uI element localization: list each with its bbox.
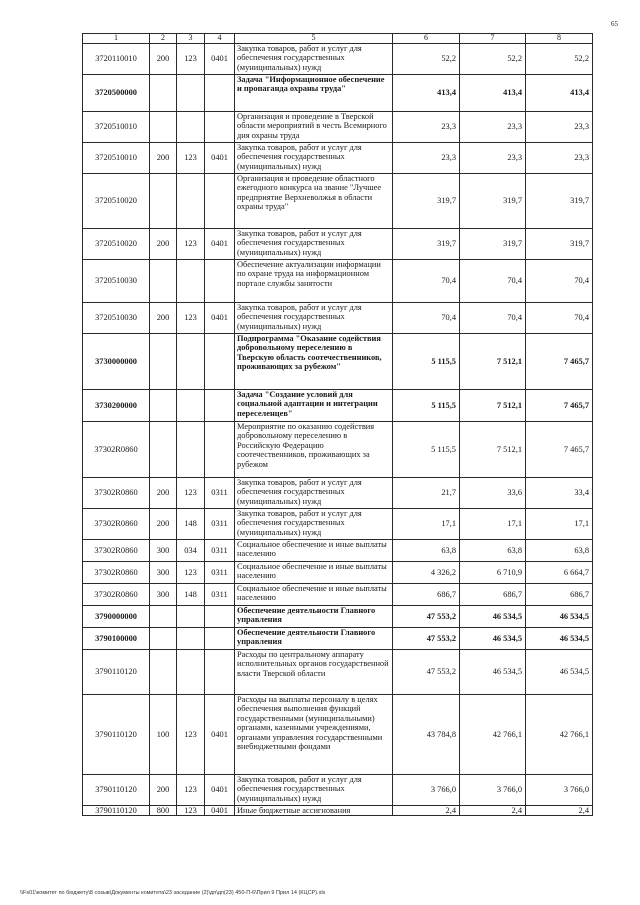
cell-subsection xyxy=(205,260,235,303)
cell-section: 100 xyxy=(150,695,177,775)
cell-subsection xyxy=(205,606,235,628)
column-header: 1 xyxy=(83,34,150,44)
cell-section xyxy=(150,334,177,390)
cell-section: 200 xyxy=(150,143,177,174)
cell-value-3: 413,4 xyxy=(526,75,593,112)
table-row xyxy=(83,584,593,606)
cell-subsection: 0401 xyxy=(205,303,235,334)
cell-admin xyxy=(177,260,205,303)
column-header: 4 xyxy=(205,34,235,44)
cell-value-2: 3 766,0 xyxy=(460,775,526,806)
cell-code: 3720110010 xyxy=(83,44,150,75)
cell-section xyxy=(150,628,177,650)
cell-value-2: 7 512,1 xyxy=(460,422,526,478)
table-row xyxy=(83,75,593,112)
cell-name: Организация и проведение областного ежегодного конкурса на звание "Лучшее предприятие Верхневолжья в области охраны труда" xyxy=(235,174,393,229)
cell-value-3: 42 766,1 xyxy=(526,695,593,775)
table-row xyxy=(83,303,593,334)
cell-admin: 123 xyxy=(177,229,205,260)
cell-value-1: 70,4 xyxy=(393,303,460,334)
table-row xyxy=(83,174,593,229)
cell-section: 300 xyxy=(150,584,177,606)
cell-value-2: 23,3 xyxy=(460,143,526,174)
cell-name: Задача "Информационное обеспечение и пропаганда охраны труда" xyxy=(235,75,393,112)
cell-value-1: 21,7 xyxy=(393,478,460,509)
cell-value-3: 3 766,0 xyxy=(526,775,593,806)
cell-value-3: 6 664,7 xyxy=(526,562,593,584)
cell-value-1: 413,4 xyxy=(393,75,460,112)
column-header: 7 xyxy=(460,34,526,44)
cell-subsection xyxy=(205,174,235,229)
cell-value-3: 70,4 xyxy=(526,303,593,334)
cell-value-2: 33,6 xyxy=(460,478,526,509)
cell-admin: 123 xyxy=(177,143,205,174)
cell-subsection xyxy=(205,75,235,112)
cell-section: 200 xyxy=(150,303,177,334)
cell-value-2: 2,4 xyxy=(460,806,526,816)
cell-value-3: 23,3 xyxy=(526,143,593,174)
cell-value-1: 319,7 xyxy=(393,229,460,260)
cell-code: 3790110120 xyxy=(83,650,150,695)
cell-value-1: 5 115,5 xyxy=(393,422,460,478)
cell-value-1: 5 115,5 xyxy=(393,390,460,422)
cell-name: Социальное обеспечение и иные выплаты населению xyxy=(235,540,393,562)
column-header: 6 xyxy=(393,34,460,44)
table-row xyxy=(83,806,593,816)
column-header: 8 xyxy=(526,34,593,44)
cell-section xyxy=(150,174,177,229)
cell-value-3: 46 534,5 xyxy=(526,628,593,650)
cell-value-3: 33,4 xyxy=(526,478,593,509)
cell-value-3: 686,7 xyxy=(526,584,593,606)
cell-section xyxy=(150,260,177,303)
cell-value-1: 319,7 xyxy=(393,174,460,229)
cell-value-2: 46 534,5 xyxy=(460,650,526,695)
cell-value-1: 17,1 xyxy=(393,509,460,540)
table-row xyxy=(83,229,593,260)
cell-subsection xyxy=(205,112,235,143)
table-row xyxy=(83,422,593,478)
cell-name: Обеспечение деятельности Главного управления xyxy=(235,628,393,650)
page-number: 65 xyxy=(611,20,618,28)
cell-subsection: 0311 xyxy=(205,540,235,562)
cell-code: 37302R0860 xyxy=(83,509,150,540)
cell-subsection: 0401 xyxy=(205,44,235,75)
cell-value-1: 2,4 xyxy=(393,806,460,816)
cell-name: Мероприятие по оказанию содействия добровольному переселению в Российскую Федерацию соотечественников, проживающих за рубежом xyxy=(235,422,393,478)
cell-name: Закупка товаров, работ и услуг для обеспечения государственных (муниципальных) нужд xyxy=(235,44,393,75)
cell-section: 200 xyxy=(150,229,177,260)
cell-subsection: 0311 xyxy=(205,478,235,509)
cell-code: 3790110120 xyxy=(83,806,150,816)
cell-admin: 148 xyxy=(177,509,205,540)
cell-admin xyxy=(177,75,205,112)
cell-value-3: 7 465,7 xyxy=(526,334,593,390)
cell-value-1: 5 115,5 xyxy=(393,334,460,390)
cell-value-1: 47 553,2 xyxy=(393,628,460,650)
cell-name: Закупка товаров, работ и услуг для обеспечения государственных (муниципальных) нужд xyxy=(235,478,393,509)
cell-admin xyxy=(177,422,205,478)
cell-value-3: 2,4 xyxy=(526,806,593,816)
cell-section: 300 xyxy=(150,540,177,562)
cell-subsection: 0401 xyxy=(205,806,235,816)
cell-code: 3790110120 xyxy=(83,695,150,775)
cell-code: 3720510020 xyxy=(83,229,150,260)
cell-value-1: 47 553,2 xyxy=(393,650,460,695)
cell-code: 3720500000 xyxy=(83,75,150,112)
cell-code: 3720510030 xyxy=(83,260,150,303)
table-row xyxy=(83,650,593,695)
cell-subsection xyxy=(205,628,235,650)
cell-value-1: 23,3 xyxy=(393,143,460,174)
table-row xyxy=(83,390,593,422)
cell-value-3: 63,8 xyxy=(526,540,593,562)
cell-name: Социальное обеспечение и иные выплаты населению xyxy=(235,584,393,606)
cell-subsection: 0311 xyxy=(205,509,235,540)
cell-code: 3720510010 xyxy=(83,112,150,143)
cell-section: 200 xyxy=(150,509,177,540)
table-row xyxy=(83,628,593,650)
cell-name: Закупка товаров, работ и услуг для обеспечения государственных (муниципальных) нужд xyxy=(235,229,393,260)
cell-admin xyxy=(177,606,205,628)
cell-value-2: 319,7 xyxy=(460,174,526,229)
cell-value-2: 63,8 xyxy=(460,540,526,562)
cell-value-3: 52,2 xyxy=(526,44,593,75)
cell-subsection xyxy=(205,390,235,422)
table-row xyxy=(83,44,593,75)
cell-value-2: 17,1 xyxy=(460,509,526,540)
cell-value-2: 6 710,9 xyxy=(460,562,526,584)
cell-name: Подпрограмма "Оказание содействия добровольному переселению в Тверскую область соотечественников, проживающих за рубежом" xyxy=(235,334,393,390)
cell-name: Закупка товаров, работ и услуг для обеспечения государственных (муниципальных) нужд xyxy=(235,303,393,334)
cell-value-1: 43 784,8 xyxy=(393,695,460,775)
cell-subsection: 0311 xyxy=(205,584,235,606)
cell-code: 37302R0860 xyxy=(83,422,150,478)
cell-value-2: 686,7 xyxy=(460,584,526,606)
cell-value-1: 4 326,2 xyxy=(393,562,460,584)
cell-code: 37302R0860 xyxy=(83,584,150,606)
cell-admin xyxy=(177,112,205,143)
cell-admin xyxy=(177,174,205,229)
table-row xyxy=(83,478,593,509)
table-row xyxy=(83,334,593,390)
cell-value-3: 46 534,5 xyxy=(526,650,593,695)
cell-value-3: 7 465,7 xyxy=(526,422,593,478)
cell-code: 3790100000 xyxy=(83,628,150,650)
cell-value-3: 17,1 xyxy=(526,509,593,540)
cell-admin: 123 xyxy=(177,806,205,816)
cell-name: Расходы по центральному аппарату исполнительных органов государственной власти Тверской области xyxy=(235,650,393,695)
cell-admin: 123 xyxy=(177,695,205,775)
cell-section xyxy=(150,650,177,695)
table-row xyxy=(83,695,593,775)
table-header-row xyxy=(83,34,593,44)
cell-subsection: 0401 xyxy=(205,775,235,806)
table-row xyxy=(83,540,593,562)
cell-subsection xyxy=(205,334,235,390)
cell-subsection: 0401 xyxy=(205,143,235,174)
cell-admin: 034 xyxy=(177,540,205,562)
cell-section: 200 xyxy=(150,775,177,806)
column-header: 2 xyxy=(150,34,177,44)
cell-value-1: 52,2 xyxy=(393,44,460,75)
cell-section: 800 xyxy=(150,806,177,816)
cell-value-2: 319,7 xyxy=(460,229,526,260)
cell-value-2: 46 534,5 xyxy=(460,628,526,650)
cell-admin: 148 xyxy=(177,584,205,606)
cell-admin: 123 xyxy=(177,44,205,75)
cell-admin xyxy=(177,628,205,650)
cell-admin xyxy=(177,334,205,390)
cell-name: Обеспечение актуализации информации по охране труда на информационном портале службы занятости xyxy=(235,260,393,303)
cell-section xyxy=(150,606,177,628)
cell-value-2: 46 534,5 xyxy=(460,606,526,628)
column-header: 5 xyxy=(235,34,393,44)
cell-code: 3790110120 xyxy=(83,775,150,806)
cell-value-2: 70,4 xyxy=(460,260,526,303)
cell-value-2: 23,3 xyxy=(460,112,526,143)
table-row xyxy=(83,509,593,540)
cell-subsection: 0311 xyxy=(205,562,235,584)
cell-name: Задача "Создание условий для социальной адаптации и интеграции переселенцев" xyxy=(235,390,393,422)
cell-value-3: 23,3 xyxy=(526,112,593,143)
table-row xyxy=(83,606,593,628)
cell-admin xyxy=(177,390,205,422)
table-row xyxy=(83,775,593,806)
budget-table xyxy=(82,33,593,816)
cell-name: Обеспечение деятельности Главного управления xyxy=(235,606,393,628)
cell-code: 3720510010 xyxy=(83,143,150,174)
cell-section: 300 xyxy=(150,562,177,584)
cell-name: Закупка товаров, работ и услуг для обеспечения государственных (муниципальных) нужд xyxy=(235,509,393,540)
cell-value-1: 47 553,2 xyxy=(393,606,460,628)
cell-section xyxy=(150,390,177,422)
cell-admin: 123 xyxy=(177,562,205,584)
cell-value-3: 7 465,7 xyxy=(526,390,593,422)
cell-value-3: 319,7 xyxy=(526,229,593,260)
cell-value-2: 42 766,1 xyxy=(460,695,526,775)
cell-subsection: 0401 xyxy=(205,229,235,260)
file-path-footer: \\Fs01\комитет по бюджету\8 созыв\Документы комитета\23 заседание (2)\дп\дп(23) 450-П-6\Прил 9 Прил 14 (КЦСР).xls xyxy=(20,890,326,896)
cell-value-2: 7 512,1 xyxy=(460,334,526,390)
cell-name: Иные бюджетные ассигнования xyxy=(235,806,393,816)
cell-value-1: 63,8 xyxy=(393,540,460,562)
cell-value-3: 319,7 xyxy=(526,174,593,229)
cell-section xyxy=(150,422,177,478)
cell-section xyxy=(150,112,177,143)
cell-name: Организация и проведение в Тверской области мероприятий в честь Всемирного дня охраны труда xyxy=(235,112,393,143)
cell-subsection: 0401 xyxy=(205,695,235,775)
table-body xyxy=(83,44,593,816)
table-row xyxy=(83,143,593,174)
cell-admin: 123 xyxy=(177,478,205,509)
table-row xyxy=(83,112,593,143)
cell-name: Закупка товаров, работ и услуг для обеспечения государственных (муниципальных) нужд xyxy=(235,775,393,806)
cell-code: 3730000000 xyxy=(83,334,150,390)
cell-code: 3730200000 xyxy=(83,390,150,422)
cell-section xyxy=(150,75,177,112)
cell-admin: 123 xyxy=(177,775,205,806)
cell-section: 200 xyxy=(150,478,177,509)
table-row xyxy=(83,562,593,584)
cell-name: Расходы на выплаты персоналу в целях обеспечения выполнения функций государственными (муниципальными) органами, казенными учреждениями, органами управления государственными внебюджетными фондами xyxy=(235,695,393,775)
cell-name: Социальное обеспечение и иные выплаты населению xyxy=(235,562,393,584)
cell-code: 3720510020 xyxy=(83,174,150,229)
cell-section: 200 xyxy=(150,44,177,75)
cell-code: 37302R0860 xyxy=(83,478,150,509)
cell-admin xyxy=(177,650,205,695)
cell-subsection xyxy=(205,422,235,478)
cell-value-3: 70,4 xyxy=(526,260,593,303)
table-row xyxy=(83,260,593,303)
cell-value-2: 413,4 xyxy=(460,75,526,112)
cell-value-2: 70,4 xyxy=(460,303,526,334)
cell-code: 3790000000 xyxy=(83,606,150,628)
cell-name: Закупка товаров, работ и услуг для обеспечения государственных (муниципальных) нужд xyxy=(235,143,393,174)
cell-subsection xyxy=(205,650,235,695)
cell-code: 37302R0860 xyxy=(83,540,150,562)
cell-value-1: 3 766,0 xyxy=(393,775,460,806)
cell-value-2: 7 512,1 xyxy=(460,390,526,422)
cell-value-1: 70,4 xyxy=(393,260,460,303)
cell-admin: 123 xyxy=(177,303,205,334)
cell-value-3: 46 534,5 xyxy=(526,606,593,628)
column-header: 3 xyxy=(177,34,205,44)
cell-value-2: 52,2 xyxy=(460,44,526,75)
cell-value-1: 23,3 xyxy=(393,112,460,143)
cell-code: 37302R0860 xyxy=(83,562,150,584)
cell-code: 3720510030 xyxy=(83,303,150,334)
cell-value-1: 686,7 xyxy=(393,584,460,606)
